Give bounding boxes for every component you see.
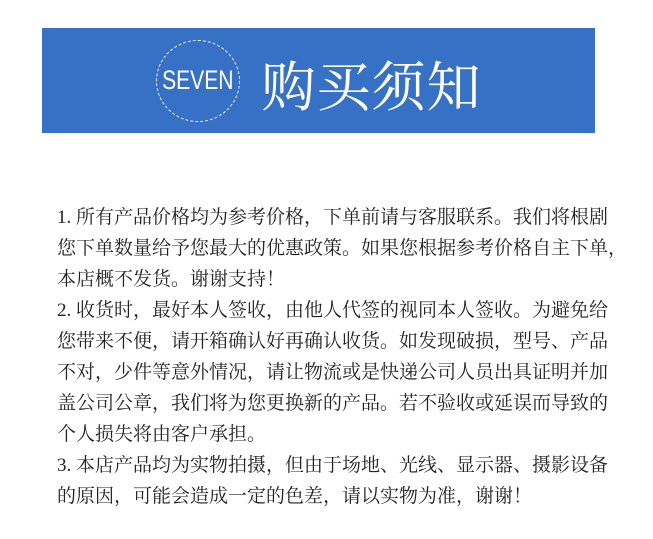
notice-line: 本店概不发货。谢谢支持！ (57, 269, 286, 290)
notice-line: 的原因，可能会造成一定的色差，请以实物为准，谢谢！ (57, 486, 533, 507)
notice-line: 1. 所有产品价格均为参考价格，下单前请与客服联系。我们将根剧 (57, 207, 609, 228)
notice-line: 3. 本店产品均为实物拍摄，但由于场地、光线、显示器、摄影设备 (57, 455, 609, 476)
banner-title: 购买须知 (261, 57, 482, 118)
brand-name: SEVEN (161, 65, 234, 95)
notice-text-block (57, 202, 628, 512)
notice-line: 您带来不便，请开箱确认好再确认收货。如发现破损，型号、产品 (57, 331, 609, 352)
notice-line: 您下单数量给予您最大的优惠政策。如果您根据参考价格自主下单， (57, 238, 628, 259)
notice-line: 个人损失将由客户承担。 (57, 424, 267, 445)
brand-dashed-circle (156, 40, 240, 122)
notice-line: 2. 收货时，最好本人签收，由他人代签的视同本人签收。为避免给 (57, 300, 609, 321)
notice-line: 不对，少件等意外情况，请让物流或是快递公司人员出具证明并加 (57, 362, 609, 383)
notice-line: 盖公司公章，我们将为您更换新的产品。若不验收或延误而导致的 (57, 393, 609, 414)
purchase-notice-banner (42, 28, 595, 133)
